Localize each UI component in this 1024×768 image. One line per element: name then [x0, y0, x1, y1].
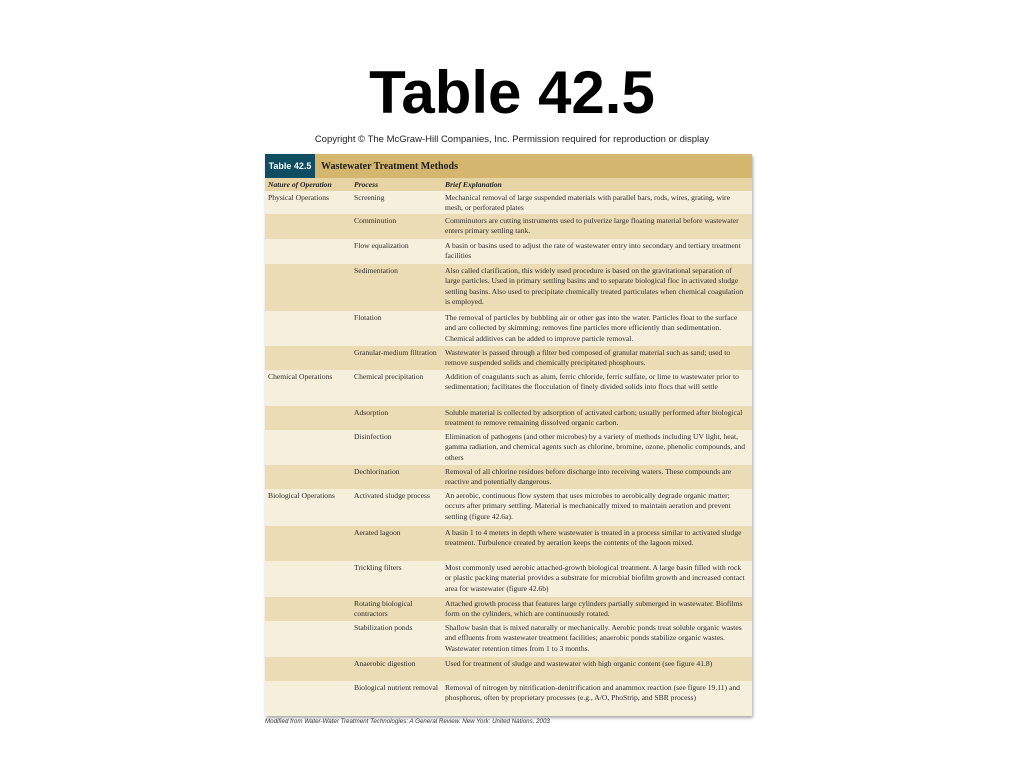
table-row	[265, 214, 752, 239]
process-cell: Sedimentation	[354, 266, 398, 275]
operation-cell	[265, 241, 351, 262]
slide-title: Table 42.5	[369, 59, 655, 126]
process-cell: Granular-medium filtration	[354, 348, 437, 357]
table-row	[265, 406, 752, 430]
table-header	[265, 154, 752, 178]
operation-cell	[265, 216, 351, 237]
explanation-cell: An aerobic, continuous flow system that uses microbes to aerobically degrade organic matter; occurs after primary settling. Material is mechanically mixed to maintain aeration and prevent settling (figure 42.6a).	[445, 491, 731, 521]
operation-cell: Physical Operations	[268, 193, 329, 202]
explanation-cell: Used for treatment of sludge and wastewater with high organic content (see figure 41.8)	[445, 659, 713, 668]
column-header-operation: Nature of Operation	[268, 180, 332, 189]
copyright-notice: Copyright © The McGraw-Hill Companies, Inc. Permission required for reproduction or display	[314, 134, 710, 145]
table-row	[265, 239, 752, 264]
table-row	[265, 191, 752, 214]
table-row	[265, 430, 752, 465]
process-cell: Aerated lagoon	[354, 528, 401, 537]
explanation-cell: The removal of particles by bubbling air or other gas into the water. Particles float to the surface and are collected by skimming; removes fine particles more efficiently than sedimentation. Chemical additives can be added to improve particle removal.	[445, 313, 738, 343]
explanation-cell: Attached growth process that features large cylinders partially submerged in wastewater. Biofilms form on the cylinders, which are continuously rotated.	[445, 599, 743, 619]
table-row	[265, 657, 752, 681]
table-row	[265, 561, 752, 597]
operation-cell	[265, 348, 351, 368]
explanation-cell: Shallow basin that is mixed naturally or mechanically. Aerobic ponds treat soluble organic wastes and effluents from wastewater treatment facilities; anaerobic ponds stabilize organic wastes. Wastewater retention times from 1 to 3 months.	[445, 623, 742, 653]
operation-cell: Chemical Operations	[268, 372, 333, 381]
process-cell: Biological nutrient removal	[354, 683, 438, 692]
operation-cell	[265, 266, 351, 309]
table-number-label: Table 42.5	[265, 154, 315, 178]
process-cell: Screening	[354, 193, 385, 202]
table-row	[265, 489, 752, 526]
explanation-cell: Addition of coagulants such as alum, ferric chloride, ferric sulfate, or lime to wastewater prior to sedimentation; facilitates the flocculation of finely divided solids into flocs that will settle	[445, 372, 739, 392]
table-title: Wastewater Treatment Methods	[321, 160, 459, 172]
column-headers	[265, 178, 752, 191]
explanation-cell: Also called clarification, this widely used procedure is based on the gravitational separation of large particles. Used in primary settling basins and to separate biological floc in activated sludge settling basins. Also used to precipitate chemically treated particulates when chemical coagulation is employed.	[445, 266, 744, 306]
table-row	[265, 621, 752, 657]
operation-cell: Biological Operations	[268, 491, 335, 500]
table-row	[265, 681, 752, 716]
operation-cell	[265, 528, 351, 559]
table-row	[265, 597, 752, 621]
wastewater-table	[265, 154, 752, 716]
operation-cell	[265, 623, 351, 655]
process-cell: Trickling filters	[354, 563, 402, 572]
explanation-cell: A basin or basins used to adjust the rate of wastewater entry into secondary and tertiary treatment facilities	[445, 241, 741, 261]
explanation-cell: Wastewater is passed through a filter bed composed of granular material such as sand; used to remove suspended solids and chemically precipitated phosphours.	[445, 348, 731, 368]
explanation-cell: Comminutors are cutting instruments used to pulverize large floating material before wastewater enters primary settling tank.	[445, 216, 739, 236]
explanation-cell: Removal of all chlorine residues before discharge into receiving waters. These compounds are reactive and potentially dangerous.	[445, 467, 732, 487]
operation-cell	[265, 467, 351, 487]
process-cell: Anaerobic digestion	[354, 659, 416, 668]
operation-cell	[265, 599, 351, 619]
explanation-cell: Most commonly used aerobic attached-growth biological treatment. A large basin filled with rock or plastic packing material provides a substrate for microbial biofilm growth and increased contact area for wastewater (figure 42.6b)	[445, 563, 745, 593]
explanation-cell: Soluble material is collected by adsorption of activated carbon; usually performed after biological treatment to remove remaining dissolved organic carbon.	[445, 408, 743, 428]
table-row	[265, 465, 752, 489]
table-row	[265, 346, 752, 370]
operation-cell	[265, 683, 351, 714]
explanation-cell: Elimination of pathogens (and other microbes) by a variety of methods including UV light, heat, gamma radiation, and chemical agents such as chlorine, bromine, ozone, phenolic compounds, and others	[445, 432, 746, 462]
table-row	[265, 526, 752, 561]
process-cell: Flow equalization	[354, 241, 409, 250]
process-cell: Flotation	[354, 313, 382, 322]
process-cell: Dechlorination	[354, 467, 400, 476]
table-row	[265, 370, 752, 406]
table-row	[265, 311, 752, 346]
operation-cell	[265, 408, 351, 428]
operation-cell	[265, 432, 351, 463]
operation-cell	[265, 563, 351, 595]
process-cell: Adsorption	[354, 408, 389, 417]
explanation-cell: Mechanical removal of large suspended materials with parallel bars, rods, wires, grating, wire mesh, or perforated plates	[445, 193, 730, 213]
operation-cell	[265, 659, 351, 679]
operation-cell	[265, 313, 351, 344]
explanation-cell: A basin 1 to 4 meters in depth where wastewater is treated in a process similar to activated sludge treatment. Turbulence created by aeration keeps the contents of the lagoon mixed.	[445, 528, 742, 548]
process-cell: Stabilization ponds	[354, 623, 413, 632]
explanation-cell: Removal of nitrogen by nitrification-denitrification and anammox reaction (see figure 19.11) and phosphorus, often by proprietary processes (e.g., A/O, PhoStrip, and SBR process)	[445, 683, 740, 703]
table-body	[265, 191, 752, 716]
process-cell: Chemical precipitation	[354, 372, 424, 381]
column-header-explanation: Brief Explanation	[445, 180, 502, 189]
source-footnote: Modified from Water-Water Treatment Technologies: A General Review. New York: United Nations, 2003	[265, 718, 550, 725]
process-cell: Disinfection	[354, 432, 392, 441]
column-header-process: Process	[354, 180, 379, 189]
table-row	[265, 264, 752, 311]
process-cell: Activated sludge process	[354, 491, 430, 500]
process-cell: Rotating biological contractors	[354, 599, 413, 619]
process-cell: Comminution	[354, 216, 397, 225]
